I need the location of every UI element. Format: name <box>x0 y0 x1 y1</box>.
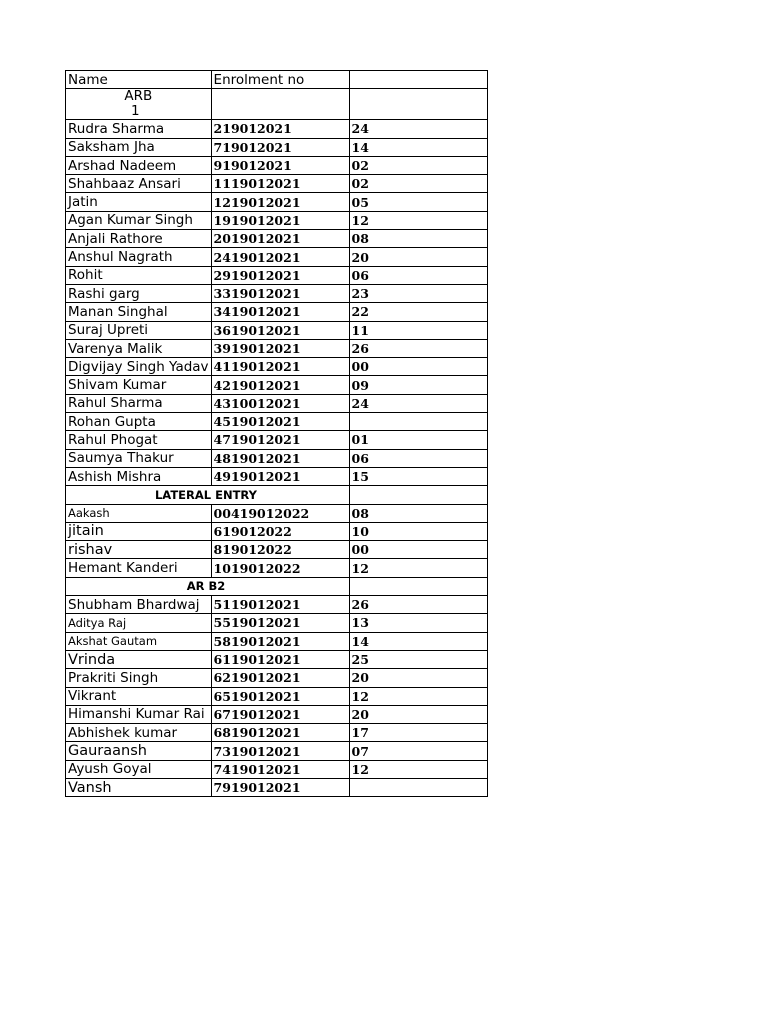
enrolment-number-cell: 1219012021 <box>211 193 349 211</box>
enrolment-number-cell: 4919012021 <box>211 467 349 485</box>
student-name-cell: Digvijay Singh Yadav <box>66 358 212 376</box>
enrolment-number-cell: 919012021 <box>211 156 349 174</box>
section-heading-lateral-entry <box>66 486 350 504</box>
enrolment-number-cell: 5519012021 <box>211 614 349 632</box>
enrolment-number-cell: 1119012021 <box>211 175 349 193</box>
section-label-lateral-entry: LATERAL ENTRY <box>154 487 257 502</box>
table-row <box>66 541 488 559</box>
score-cell <box>349 413 487 431</box>
student-name-cell: Prakriti Singh <box>66 669 212 687</box>
score-cell: 02 <box>349 175 487 193</box>
score-cell: 26 <box>349 596 487 614</box>
score-cell: 14 <box>349 632 487 650</box>
score-cell: 24 <box>349 394 487 412</box>
score-cell: 10 <box>349 522 487 540</box>
enrolment-number-cell: 7319012021 <box>211 742 349 760</box>
section-label-arb2: AR B2 <box>186 579 226 594</box>
name-column-header: Name <box>66 71 212 89</box>
student-name-cell: Gauraansh <box>66 742 212 760</box>
enrolment-column-header: Enrolment no <box>211 71 349 89</box>
table-row <box>66 742 488 760</box>
score-cell: 26 <box>349 339 487 357</box>
score-cell: 00 <box>349 541 487 559</box>
enrolment-table <box>65 70 488 797</box>
table-row <box>66 376 488 394</box>
student-name-cell: Shahbaaz Ansari <box>66 175 212 193</box>
enrolment-number-cell: 7919012021 <box>211 778 349 796</box>
student-name-cell: Arshad Nadeem <box>66 156 212 174</box>
student-name-cell: Vansh <box>66 778 212 796</box>
section-arb-line1: ARB <box>124 88 153 105</box>
score-cell: 22 <box>349 303 487 321</box>
header-row <box>66 71 488 89</box>
table-row <box>66 650 488 668</box>
enrolment-number-cell: 5819012021 <box>211 632 349 650</box>
section-arb-line2: 1 <box>130 103 140 120</box>
score-cell: 02 <box>349 156 487 174</box>
score-column-header <box>349 71 487 89</box>
enrolment-number-cell: 1019012022 <box>211 559 349 577</box>
enrolment-number-cell: 4719012021 <box>211 431 349 449</box>
score-cell: 09 <box>349 376 487 394</box>
enrolment-number-cell: 6119012021 <box>211 650 349 668</box>
score-cell: 08 <box>349 504 487 522</box>
student-name-cell: Vikrant <box>66 687 212 705</box>
enrolment-number-cell: 619012022 <box>211 522 349 540</box>
score-cell: 08 <box>349 230 487 248</box>
score-cell: 15 <box>349 467 487 485</box>
table-row <box>66 504 488 522</box>
enrolment-number-cell: 2919012021 <box>211 266 349 284</box>
student-name-cell: Rahul Sharma <box>66 394 212 412</box>
table-row <box>66 522 488 540</box>
table-row <box>66 760 488 778</box>
student-name-cell: Abhishek kumar <box>66 724 212 742</box>
enrolment-number-cell: 2419012021 <box>211 248 349 266</box>
table-row <box>66 687 488 705</box>
student-name-cell: Varenya Malik <box>66 339 212 357</box>
enrolment-number-cell: 7419012021 <box>211 760 349 778</box>
table-row <box>66 632 488 650</box>
enrolment-number-cell: 4219012021 <box>211 376 349 394</box>
table-row <box>66 248 488 266</box>
enrolment-number-cell: 1919012021 <box>211 211 349 229</box>
table-row <box>66 559 488 577</box>
section-heading-arb1 <box>66 89 212 120</box>
table-row <box>66 724 488 742</box>
score-cell: 07 <box>349 742 487 760</box>
table-row <box>66 449 488 467</box>
table-row <box>66 358 488 376</box>
student-name-cell: Aditya Raj <box>66 614 212 632</box>
score-cell: 12 <box>349 760 487 778</box>
score-cell: 12 <box>349 211 487 229</box>
table-row <box>66 778 488 796</box>
section-heading-arb2 <box>66 577 350 595</box>
enrolment-number-cell: 4519012021 <box>211 413 349 431</box>
enrolment-number-cell: 4819012021 <box>211 449 349 467</box>
student-name-cell: Hemant Kanderi <box>66 559 212 577</box>
table-row <box>66 467 488 485</box>
section-row-arb1 <box>66 89 488 120</box>
score-cell: 06 <box>349 266 487 284</box>
table-row <box>66 303 488 321</box>
student-name-cell: rishav <box>66 541 212 559</box>
table-row <box>66 284 488 302</box>
score-cell: 24 <box>349 120 487 138</box>
student-name-cell: Akshat Gautam <box>66 632 212 650</box>
table-row <box>66 211 488 229</box>
table-row <box>66 156 488 174</box>
table-body <box>66 71 488 797</box>
section-arb1-empty-cell <box>349 89 487 120</box>
section-row-lateral-entry <box>66 486 488 504</box>
student-name-cell: Agan Kumar Singh <box>66 211 212 229</box>
enrolment-number-cell: 4310012021 <box>211 394 349 412</box>
student-name-cell: Saksham Jha <box>66 138 212 156</box>
student-name-cell: Ayush Goyal <box>66 760 212 778</box>
enrolment-number-cell: 3919012021 <box>211 339 349 357</box>
score-cell: 13 <box>349 614 487 632</box>
enrolment-number-cell: 6819012021 <box>211 724 349 742</box>
enrolment-number-cell: 6219012021 <box>211 669 349 687</box>
score-cell: 20 <box>349 705 487 723</box>
table-row <box>66 138 488 156</box>
student-name-cell: Jatin <box>66 193 212 211</box>
score-cell: 14 <box>349 138 487 156</box>
section-arb1-enrol-cell <box>211 89 349 120</box>
table-row <box>66 669 488 687</box>
table-row <box>66 705 488 723</box>
student-name-cell: Anjali Rathore <box>66 230 212 248</box>
score-cell: 20 <box>349 248 487 266</box>
enrolment-number-cell: 3419012021 <box>211 303 349 321</box>
student-name-cell: Himanshi Kumar Rai <box>66 705 212 723</box>
student-name-cell: Manan Singhal <box>66 303 212 321</box>
enrolment-number-cell: 00419012022 <box>211 504 349 522</box>
enrolment-number-cell: 4119012021 <box>211 358 349 376</box>
table-row <box>66 413 488 431</box>
table-row <box>66 431 488 449</box>
enrolment-number-cell: 5119012021 <box>211 596 349 614</box>
table-row <box>66 614 488 632</box>
table-row <box>66 321 488 339</box>
table-row <box>66 193 488 211</box>
score-cell: 11 <box>349 321 487 339</box>
enrolment-number-cell: 6719012021 <box>211 705 349 723</box>
score-cell: 25 <box>349 650 487 668</box>
student-name-cell: Rahul Phogat <box>66 431 212 449</box>
student-name-cell: Anshul Nagrath <box>66 248 212 266</box>
student-name-cell: Rudra Sharma <box>66 120 212 138</box>
enrolment-number-cell: 819012022 <box>211 541 349 559</box>
section-row-arb2 <box>66 577 488 595</box>
table-row <box>66 266 488 284</box>
score-cell: 06 <box>349 449 487 467</box>
enrolment-number-cell: 3619012021 <box>211 321 349 339</box>
enrolment-number-cell: 219012021 <box>211 120 349 138</box>
student-name-cell: Ashish Mishra <box>66 467 212 485</box>
score-cell: 05 <box>349 193 487 211</box>
table-row <box>66 120 488 138</box>
table-row <box>66 596 488 614</box>
score-cell <box>349 778 487 796</box>
student-name-cell: Suraj Upreti <box>66 321 212 339</box>
student-name-cell: jitain <box>66 522 212 540</box>
student-name-cell: Rohit <box>66 266 212 284</box>
student-name-cell: Rohan Gupta <box>66 413 212 431</box>
score-cell: 01 <box>349 431 487 449</box>
student-name-cell: Shubham Bhardwaj <box>66 596 212 614</box>
enrolment-number-cell: 3319012021 <box>211 284 349 302</box>
student-name-cell: Rashi garg <box>66 284 212 302</box>
table-row <box>66 175 488 193</box>
table-row <box>66 230 488 248</box>
student-name-cell: Shivam Kumar <box>66 376 212 394</box>
enrolment-number-cell: 6519012021 <box>211 687 349 705</box>
score-cell: 12 <box>349 559 487 577</box>
score-cell: 00 <box>349 358 487 376</box>
score-cell: 17 <box>349 724 487 742</box>
table-row <box>66 394 488 412</box>
section-arb2-empty-cell <box>349 577 487 595</box>
score-cell: 12 <box>349 687 487 705</box>
score-cell: 23 <box>349 284 487 302</box>
enrolment-number-cell: 2019012021 <box>211 230 349 248</box>
enrolment-number-cell: 719012021 <box>211 138 349 156</box>
table-row <box>66 339 488 357</box>
score-cell: 20 <box>349 669 487 687</box>
student-name-cell: Aakash <box>66 504 212 522</box>
section-lateral-entry-empty-cell <box>349 486 487 504</box>
student-name-cell: Vrinda <box>66 650 212 668</box>
student-name-cell: Saumya Thakur <box>66 449 212 467</box>
